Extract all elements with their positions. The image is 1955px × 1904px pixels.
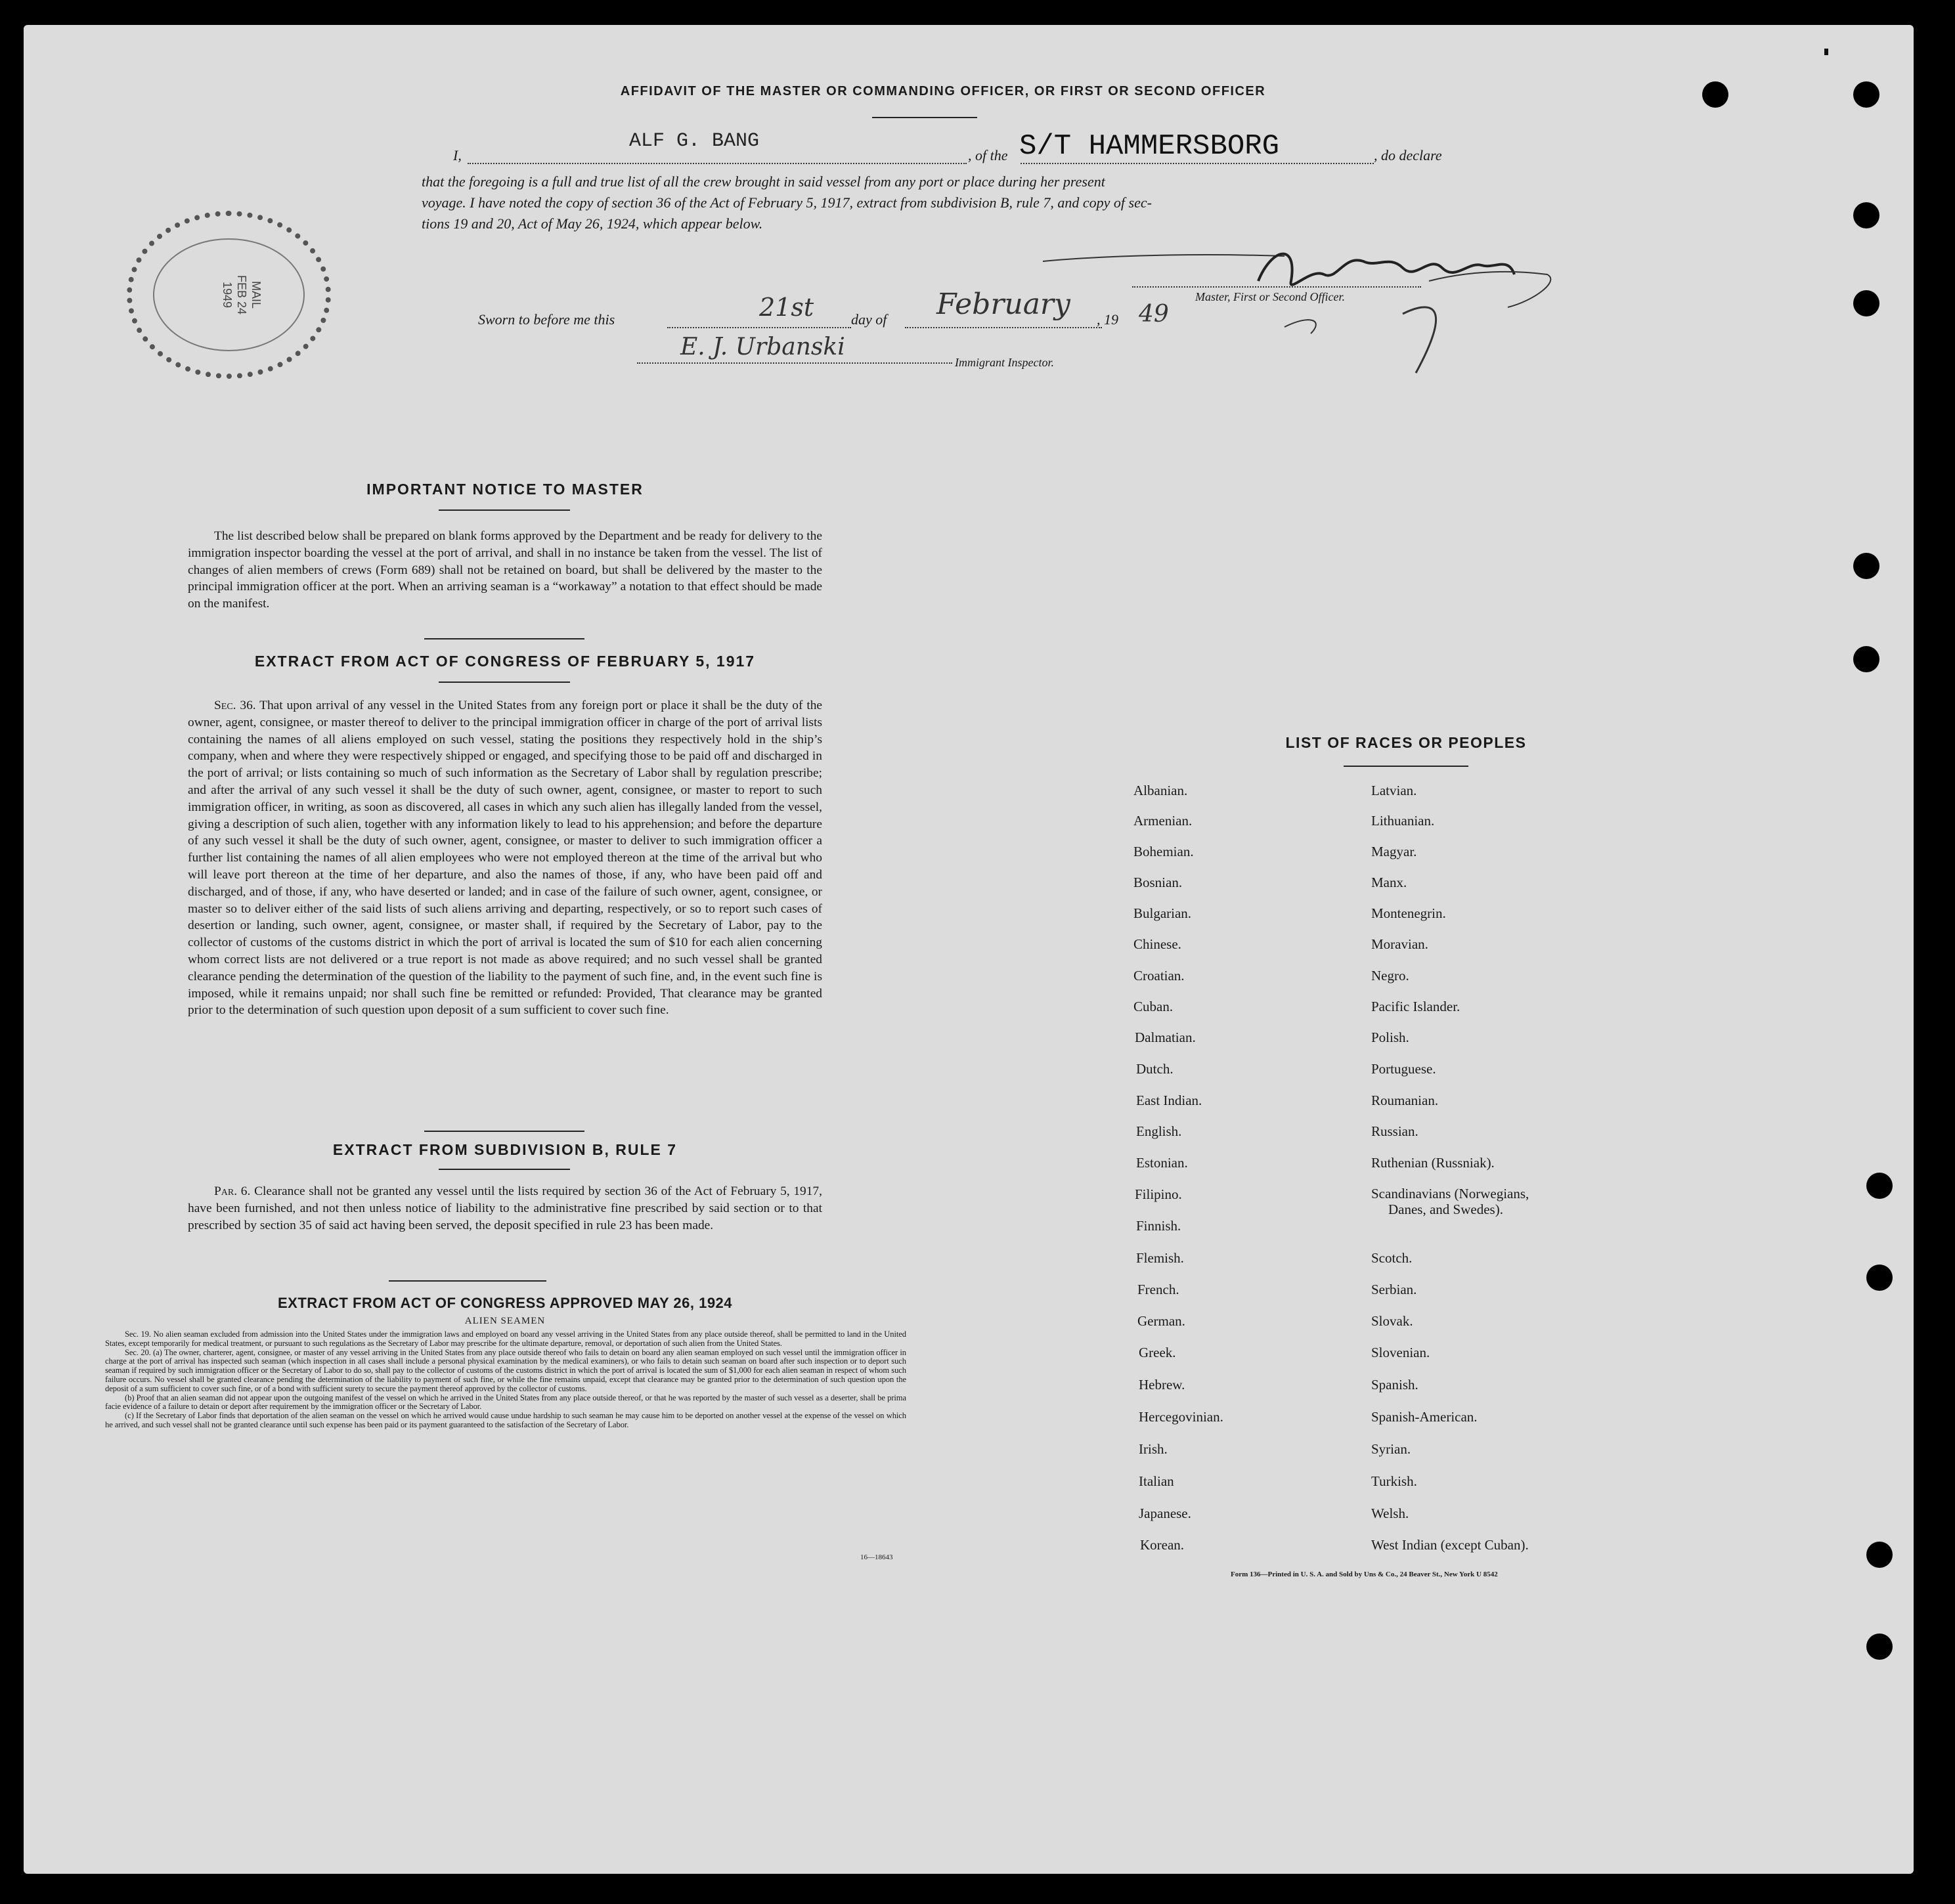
day-of-label: day of [851, 311, 887, 328]
form-page [24, 25, 1914, 1874]
sec-19-text: Sec. 19. No alien seaman excluded from admission into the United States under the immigration laws and employed on board any vessel arriving in the United States from any place outside thereof, shall be permitted to land in the United States, except temporarily for medical treatment, or pursuant to such regulations as the Secretary of Labor may prescribe for the ultimate departure, removal, or deportation of such alien from the United States. [105, 1330, 906, 1348]
inspector-signature: E. J. Urbanski [680, 334, 845, 360]
race-item: Roumanian. [1371, 1093, 1439, 1108]
declaration-line-3: tions 19 and 20, Act of May 26, 1924, which appear below. [422, 215, 763, 232]
race-item: Chinese. [1133, 936, 1181, 952]
notice-end-rule [424, 638, 584, 639]
sec-20c-text: (c) If the Secretary of Labor finds that deportation of the alien seaman on the vessel on which he arrived would cause undue hardship to such seaman he may cause him to be deported on another vessel at the expense of the vessel on which he arrived, and such vessel shall not be granted clearance until such expense has been paid or its payment guaranteed to the satisfaction of the Secretary of Labor. [105, 1411, 906, 1429]
sworn-day-line [667, 327, 851, 328]
race-item: Greek. [1139, 1345, 1176, 1360]
race-item: Pacific Islander. [1371, 999, 1461, 1014]
race-item: Russian. [1371, 1123, 1418, 1139]
punch-hole [1866, 1634, 1893, 1660]
race-item: East Indian. [1136, 1093, 1202, 1108]
race-item: Finnish. [1136, 1218, 1181, 1234]
race-item: Armenian. [1133, 813, 1193, 829]
declaration-line-1: that the foregoing is a full and true list of all the crew brought in said vessel from any port or place during her present [422, 173, 1105, 190]
vessel-name-field: S/T HAMMERSBORG [1019, 130, 1280, 163]
sec-36-text: That upon arrival of any vessel in the United States from any foreign port or place it shall be the duty of the owner, agent, consignee, or master thereof to deliver to the principal immigration officer in charge of the port of arrival lists containing the names of all aliens employed on such vessel, stating the positions they respectively hold in the ship’s company, when and where they were respectively shipped or engaged, and specifying those to be paid off and discharged in the port of arrival; or lists containing so much of such information as the Secretary of Labor shall by regulation prescribe; and after the arrival of any such vessel it shall be the duty of such owner, agent, consignee, or master to report to such immigration officer, in writing, as soon as discovered, all cases in which any such alien has illegally landed from the vessel, giving a description of such alien, together with any information likely to lead to his apprehension; and before the departure of any such vessel it shall be the duty of such owner, agent, consignee, or master to deliver to such immigration officer a further list containing the names of all alien employees who were not employed thereon at the time of the arrival but who will leave port thereon at the time of her departure, and also the names of those, if any, who have been paid off and discharged, and of those, if any, who have deserted or landed; and in case of the failure of such owner, agent, consignee, or master so to deliver either of the said lists of such aliens arriving and departing, respectively, or so to report such cases of desertion or landing, such owner, agent, consignee, or master shall, if required by the Secretary of Labor, pay to the collector of customs of the customs district in which the port of arrival is located the sum of $10 for each alien concerning whom correct lists are not delivered or a true report is not made as above required; and no such vessel shall be granted clearance pending the determination of the question of the liability to the payment of such fine, and, in the event such fine is imposed, while it remains unpaid; nor shall such fine be remitted or refunded: Provided, That clearance may be granted prior to the determination of such question upon deposit of a sum sufficient to cover such fine. [188, 699, 823, 1018]
race-item: Turkish. [1371, 1473, 1417, 1489]
race-item: Dutch. [1136, 1061, 1174, 1077]
race-item: Scotch. [1371, 1250, 1413, 1266]
rule7-heading: EXTRACT FROM SUBDIVISION B, RULE 7 [332, 1141, 678, 1158]
punch-hole [1853, 202, 1879, 228]
race-item: Estonian. [1136, 1155, 1188, 1171]
extract-1924-heading: EXTRACT FROM ACT OF CONGRESS APPROVED MAY 26, 1924 [277, 1295, 733, 1311]
master-name-field: ALF G. BANG [629, 130, 760, 152]
punch-hole [1853, 553, 1879, 579]
race-item: Moravian. [1371, 936, 1428, 952]
notice-heading: IMPORTANT NOTICE TO MASTER [366, 481, 644, 498]
race-item: German. [1137, 1313, 1185, 1329]
race-item: Manx. [1371, 875, 1407, 890]
sworn-month-line [905, 327, 1102, 328]
vessel-line [1021, 163, 1374, 164]
race-item: Ruthenian (Russniak). [1371, 1155, 1495, 1171]
race-item: Scandinavians (Norwegians, [1371, 1186, 1529, 1201]
punch-hole [1866, 1265, 1893, 1291]
sworn-month-field: February [936, 288, 1070, 321]
year-suffix-field: 49 [1139, 301, 1169, 328]
race-item: Slovenian. [1371, 1345, 1430, 1360]
do-declare-label: , do declare [1374, 147, 1442, 163]
alien-seamen-subheading: ALIEN SEAMEN [464, 1316, 546, 1326]
race-item: Flemish. [1136, 1250, 1184, 1266]
race-item: Korean. [1140, 1537, 1185, 1553]
inspector-caption: Immigrant Inspector. [955, 356, 1054, 369]
par-6-text: Clearance shall not be granted any vessel until the lists required by section 36 of the Act of February 5, 1917, have been furnished, and not then unless notice of liability to the administrative fine prescribed by said section or to that prescribed by section 35 of said act having been served, the deposit specified in rule 23 has been made. [188, 1184, 822, 1232]
form-code: 16—18643 [860, 1553, 893, 1561]
punch-hole [1866, 1542, 1893, 1568]
corner-mark [1824, 49, 1828, 55]
race-item: Albanian. [1133, 783, 1188, 798]
race-item: Cuban. [1133, 999, 1174, 1014]
race-item: Slovak. [1371, 1313, 1413, 1329]
rule7-end-rule [389, 1280, 546, 1282]
race-item: Hercegovinian. [1139, 1409, 1223, 1425]
race-item: Latvian. [1371, 783, 1417, 798]
extract-1924-body [105, 1330, 906, 1430]
of-the-label: , of the [968, 147, 1008, 163]
race-item: English. [1136, 1123, 1182, 1139]
declaration-line-2: voyage. I have noted the copy of section 36 of the Act of February 5, 1917, extract from subdivision B, rule 7, and copy of sec- [422, 194, 1152, 211]
race-item: Magyar. [1371, 844, 1417, 859]
race-item: Bosnian. [1133, 875, 1183, 890]
race-item: Lithuanian. [1371, 813, 1435, 829]
punch-hole [1866, 1173, 1893, 1199]
race-item: Welsh. [1371, 1505, 1409, 1521]
postmark-stamp [127, 211, 331, 379]
race-item: Spanish-American. [1371, 1409, 1478, 1425]
master-signature [1035, 242, 1573, 379]
race-item: West Indian (except Cuban). [1371, 1537, 1529, 1553]
race-item: Montenegrin. [1371, 905, 1446, 921]
race-item: Negro. [1371, 968, 1409, 984]
race-item: Japanese. [1139, 1505, 1191, 1521]
race-item: Croatian. [1133, 968, 1185, 984]
inspector-line [637, 362, 952, 364]
signature-line [1132, 286, 1421, 288]
sec-20a-text: Sec. 20. (a) The owner, charterer, agent, consignee, or master of any vessel arriving in the United States from any place outside thereof who fails to detain on board any alien seaman employed on such vessel until the immigration officer in charge at the port of arrival has inspected such seaman (which inspection in all cases shall include a personal physical examination by the medical examiners), or who fails to detain such seaman on board after such inspection or to deport such seaman if required by such immigration officer or the Secretary of Labor to do so, shall pay to the collector of customs of the customs district in which the port of arrival is located the sum of $1,000 for each alien seaman in respect of whom such failure occurs. No vessel shall be granted clearance pending the determination of the liability to payment of such fine, or while the fine remains unpaid, except that clearance may be granted prior to the determination of such question upon the deposit of a sum sufficient to cover such fine, or of a bond with sufficient surety to secure the payment thereof approved by the collector of customs. [105, 1347, 906, 1393]
race-item: Spanish. [1371, 1377, 1418, 1393]
race-item: Bohemian. [1133, 844, 1194, 859]
rule7-rule [439, 1169, 570, 1170]
punch-hole [1853, 290, 1879, 316]
affidavit-title: AFFIDAVIT OF THE MASTER OR COMMANDING OFFICER, OR FIRST OR SECOND OFFICER [620, 84, 1266, 98]
punch-hole [1853, 81, 1879, 108]
sworn-label: Sworn to before me this [478, 311, 615, 328]
race-item: Filipino. [1135, 1186, 1182, 1202]
title-rule [872, 117, 977, 118]
notice-body: The list described below shall be prepared on blank forms approved by the Department and be ready for delivery to the immigration inspector boarding the vessel at the port of arrival, and shall in no instance be taken from the vessel. The list of changes of alien members of crews (Form 689) shall not be retained on board, but shall be delivered by the master to the principal immigration officer at the port. When an arriving seaman is a “workaway” a notation to that effect should be made on the manifest. [188, 529, 822, 611]
extract-1917-end-rule [424, 1131, 584, 1132]
races-heading: LIST OF RACES OR PEOPLES [1285, 734, 1527, 751]
punch-hole [1853, 646, 1879, 672]
race-item: Bulgarian. [1133, 905, 1192, 921]
race-item: Italian [1139, 1473, 1174, 1489]
race-item: Serbian. [1371, 1282, 1417, 1297]
year-prefix: , 19 [1097, 311, 1118, 328]
sec-20b-text: (b) Proof that an alien seaman did not appear upon the outgoing manifest of the vessel on which he arrived in the United States from any place outside thereof, or that he was reported by the master of such vessel as a deserter, shall be prima facie evidence of a failure to detain or deport after requirement by the immigration officer or the Secretary of Labor. [105, 1393, 906, 1412]
notice-rule [439, 509, 570, 511]
sec-36-label: Sec. 36. [214, 699, 256, 712]
race-item: Hebrew. [1139, 1377, 1185, 1393]
par-6-label: Par. 6. [214, 1184, 251, 1198]
race-item: Dalmatian. [1135, 1029, 1196, 1045]
postmark-text: MAIL FEB 24 1949 [221, 274, 263, 315]
race-item: Polish. [1371, 1029, 1409, 1045]
race-item: Portuguese. [1371, 1061, 1436, 1077]
rule7-body [188, 1183, 822, 1234]
extract-1917-heading: EXTRACT FROM ACT OF CONGRESS OF FEBRUARY 5, 1917 [254, 653, 756, 670]
footer-form-note: Form 136—Printed in U. S. A. and Sold by Uns & Co., 24 Beaver St., New York U 8542 [1231, 1570, 1498, 1578]
race-item: Syrian. [1371, 1441, 1411, 1457]
race-item: Irish. [1139, 1441, 1168, 1457]
punch-hole [1702, 81, 1728, 108]
race-item: Danes, and Swedes). [1388, 1201, 1503, 1217]
races-rule [1344, 766, 1468, 767]
extract-1917-body [188, 697, 822, 1019]
sworn-day-field: 21st [759, 293, 814, 322]
extract-1917-rule [439, 682, 570, 683]
i-label: I, [453, 147, 462, 163]
signature-caption: Master, First or Second Officer. [1195, 290, 1345, 303]
name-line [468, 163, 967, 164]
race-item: French. [1137, 1282, 1179, 1297]
